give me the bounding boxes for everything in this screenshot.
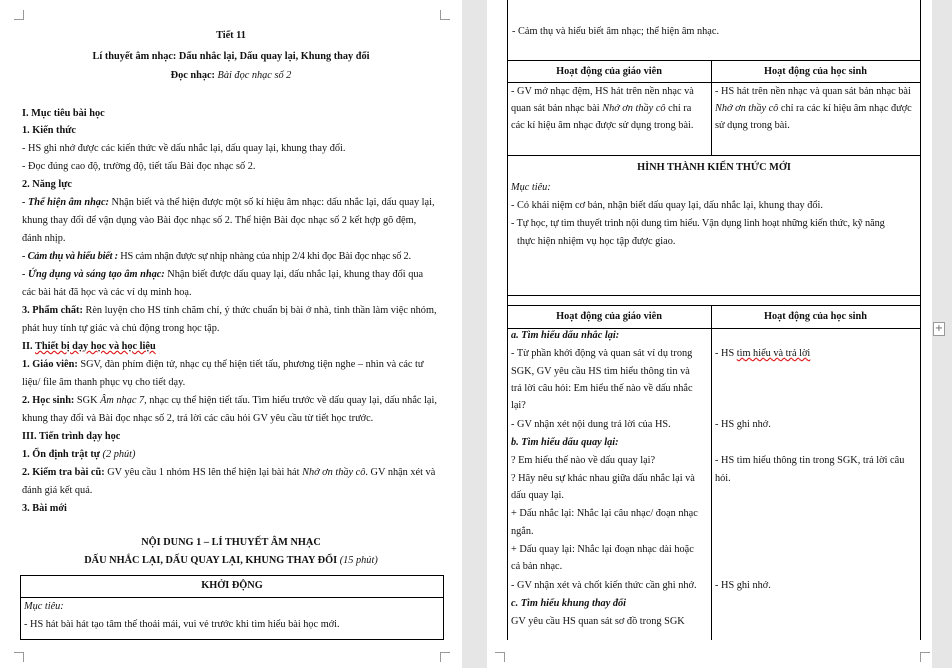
table-column-divider [711,305,712,640]
box-divider [20,597,444,598]
teacher-label: 1. Giáo viên: [22,359,78,370]
table-line [507,328,921,329]
table-line [507,60,921,61]
teacher-activity-line: cả bản nhạc. [511,561,563,572]
student-activity-line: hỏi. [715,473,731,484]
knowledge-item: - Đọc đúng cao độ, trường độ, tiết tấu Bài đọc nhạc số 2. [22,161,256,172]
teacher-activity-line: + Dấu quay lại: Nhắc lại đoạn nhạc dài hoặc [511,544,694,555]
teacher-activity-line: - GV nhận xét nội dung trả lời của HS. [511,419,671,430]
reading-value: Bài đọc nhạc số 2 [217,70,292,81]
competence-label: - Thể hiện âm nhạc: [22,197,109,208]
qualities-text: Rèn luyện cho HS tính chăm chỉ, ý thức chuẩn bị bài ở nhà, tinh thần làm việc nhóm, [82,305,437,316]
content-subtitle-text: DẤU NHẮC LẠI, DẤU QUAY LẠI, KHUNG THAY ĐỔI [84,555,338,566]
student-text: SGK [74,395,101,406]
student-activity-line: - HS hát trên nền nhạc và quan sát bản nhạc bài [715,86,911,97]
section-equipment [22,341,156,353]
teacher-activity-line: + Dấu nhắc lại: Nhắc lại câu nhạc/ đoạn nhạc [511,508,698,519]
student-materials [22,395,437,407]
competence-text: Nhận biết và thể hiện được một số kí hiệu âm nhạc: dấu nhắc lại, dấu quay lại, [108,197,435,208]
step-label: 1. Ổn định trật tự [22,449,100,460]
student-text: - HS [715,348,737,359]
student-activity-line [715,348,810,360]
header-teacher-activity: Hoạt động của giáo viên [556,311,662,322]
warmup-objective-label: Mục tiêu: [24,601,64,612]
student-activity-line: - HS tìm hiểu thông tin trong SGK, trả lời câu [715,455,905,466]
teacher-activity-line: ? Em hiểu thế nào về dấu quay lại? [511,455,656,466]
table-line [507,155,921,156]
heading-knowledge: 1. Kiến thức [22,125,76,136]
expand-button[interactable]: + [934,323,944,334]
teacher-activity-line: - Từ phần khởi động và quan sát ví dụ trong [511,348,693,359]
teacher-materials-line: liệu/ file âm thanh phục vụ cho tiết dạy. [22,377,186,388]
step-order [22,449,135,461]
knowledge-item: - HS ghi nhớ được các kiến thức về dấu nhắc lại, dấu quay lại, khung thay đổi. [22,143,346,154]
box-border-top [20,575,444,576]
header-student-activity: Hoạt động của học sinh [764,311,867,322]
teacher-text: SGV, đàn phím điện tử, nhạc cụ thể hiện tiết tấu, phương tiện nghe – nhìn và các tư [77,359,424,370]
competence-line: đánh nhịp. [22,233,66,244]
teacher-activity-line: GV yêu cầu HS quan sát sơ đồ trong SGK [511,616,685,627]
student-activity-line [715,103,912,115]
subsection-title: a. Tìm hiểu dấu nhắc lại: [511,330,620,341]
reading-line [0,70,462,82]
step-new-lesson: 3. Bài mới [22,503,67,514]
teacher-materials [22,359,424,371]
teacher-activity-line: dấu quay lại. [511,490,564,501]
teacher-activity-line: lại? [511,400,526,411]
competence-label: - Cảm thụ và hiểu biết : [22,251,118,262]
warmup-objective-item: - HS hát bài hát tạo tâm thế thoải mái, vui vẻ trước khi tìm hiểu bài học mới. [24,619,340,630]
content-title: NỘI DUNG 1 – LÍ THUYẾT ÂM NHẠC [141,537,321,548]
competence-text: HS cảm nhận được sự nhịp nhàng của nhịp 2/4 khi đọc Bài đọc nhạc số 2. [117,251,411,262]
teacher-activity-line: ngắn. [511,526,534,537]
competence-application [22,269,423,281]
crop-mark-top-right [440,10,450,20]
crop-mark-bottom-left [14,652,24,662]
student-text-flagged: tìm hiểu và trả lời [736,348,811,359]
crop-mark-bottom-right [920,652,930,662]
student-activity-line: sử dụng trong bài. [715,120,790,131]
textbook-name: Âm nhạc 7 [100,395,145,406]
qualities [22,305,437,317]
crop-mark-bottom-left [495,652,505,662]
table-line [507,82,921,83]
crop-mark-bottom-right [440,652,450,662]
student-text: , nhạc cụ thể hiện tiết tấu. Tìm hiểu trước về dấu quay lại, dấu nhắc lại, [144,395,437,406]
student-materials-line: khung thay đổi và Bài đọc nhạc số 2, trả lời các câu hỏi GV yêu cầu từ tiết học trước. [22,413,374,424]
objective-line: - Cảm thụ và hiểu biết âm nhạc; thể hiện âm nhạc. [512,26,720,37]
reading-label: Đọc nhạc: [170,70,218,81]
teacher-text: quan sát bản nhạc bài [511,103,603,114]
teacher-activity-line: trả lời câu hỏi: Em hiểu thế nào về dấu nhắc [511,383,693,394]
step-text: GV yêu cầu 1 nhóm HS lên thể hiện lại bài hát [104,467,303,478]
header-teacher-activity: Hoạt động của giáo viên [556,66,662,77]
lesson-topic: Lí thuyết âm nhạc: Dấu nhắc lại, Dấu quay lại, Khung thay đổi [92,51,370,62]
objective-label: Mục tiêu: [511,182,551,193]
step-text: . GV nhận xét và [365,467,436,478]
content-time: (15 phút) [337,555,378,566]
competence-label: - Ứng dụng và sáng tạo âm nhạc: [22,269,165,280]
objective-item: - Có khái niệm cơ bản, nhận biết dấu quay lại, dấu nhắc lại, khung thay đổi. [511,200,823,211]
heading-competence: 2. Năng lực [22,179,72,190]
table-line [507,295,921,296]
song-name: Nhớ ơn thầy cô [715,103,779,114]
crop-mark-top-left [14,10,24,20]
song-name: Nhớ ơn thầy cô [302,467,366,478]
subsection-title: c. Tìm hiểu khung thay đổi [511,598,627,609]
document-page-left[interactable] [0,0,462,668]
objective-item-line: thực hiện nhiệm vụ học tập được giao. [517,236,676,247]
box-border-bottom [20,639,444,640]
competence-performance [22,197,435,209]
lesson-number: Tiết 11 [216,30,246,41]
song-name: Nhớ ơn thầy cô [602,103,666,114]
table-border-right [920,0,921,640]
teacher-activity-line [511,103,691,115]
step-label: 2. Kiểm tra bài cũ: [22,467,105,478]
objective-item: - Tự học, tự tìm thuyết trình nội dung tìm hiểu. Vận dụng linh hoạt những kiến thức, kỹ năng [511,218,885,229]
student-label: 2. Học sinh: [22,395,75,406]
teacher-text: chỉ ra [665,103,692,114]
section-equipment-title: Thiết bị dạy học và học liệu [34,341,156,352]
teacher-activity-line: - GV nhận xét và chốt kiến thức cần ghi nhớ. [511,580,697,591]
qualities-label: 3. Phẩm chất: [22,305,83,316]
table-line [507,305,921,306]
new-knowledge-title: HÌNH THÀNH KIẾN THỨC MỚI [637,162,791,173]
qualities-line: phát huy tính tự giác và chủ động trong học tập. [22,323,220,334]
teacher-activity-line: các kí hiệu âm nhạc được sử dụng trong bài. [511,120,694,131]
step-review [22,467,435,479]
subsection-title: b. Tìm hiểu dấu quay lại: [511,437,619,448]
section-number: II. [22,341,35,352]
teacher-activity-line: SGK, GV yêu cầu HS tìm hiểu thông tin và [511,366,690,377]
step-time: (2 phút) [99,449,136,460]
section-objectives: I. Mục tiêu bài học [22,108,105,119]
student-activity-line: - HS ghi nhớ. [715,419,771,430]
header-student-activity: Hoạt động của học sinh [764,66,867,77]
step-review-line: đánh giá kết quả. [22,485,93,496]
competence-line: khung thay đổi để vận dụng vào Bài đọc nhạc số 2. Thể hiện Bài đọc nhạc số 2 kết hợp gõ đệm, [22,215,417,226]
section-process: III. Tiến trình dạy học [22,431,121,442]
student-activity-line: - HS ghi nhớ. [715,580,771,591]
competence-line: các bài hát đã học và các ví dụ minh hoạ. [22,287,192,298]
warmup-title: KHỞI ĐỘNG [201,580,263,591]
teacher-activity-line: ? Hãy nêu sự khác nhau giữa dấu nhắc lại và [511,473,695,484]
student-text: chỉ ra các kí hiệu âm nhạc được [778,103,912,114]
content-subtitle [0,555,462,567]
competence-text: Nhận biết được dấu quay lại, dấu nhắc lại, khung thay đổi qua [164,269,424,280]
document-page-right[interactable] [487,0,932,668]
teacher-activity-line: - GV mở nhạc đệm, HS hát trên nền nhạc và [511,86,694,97]
competence-perception [22,251,411,263]
